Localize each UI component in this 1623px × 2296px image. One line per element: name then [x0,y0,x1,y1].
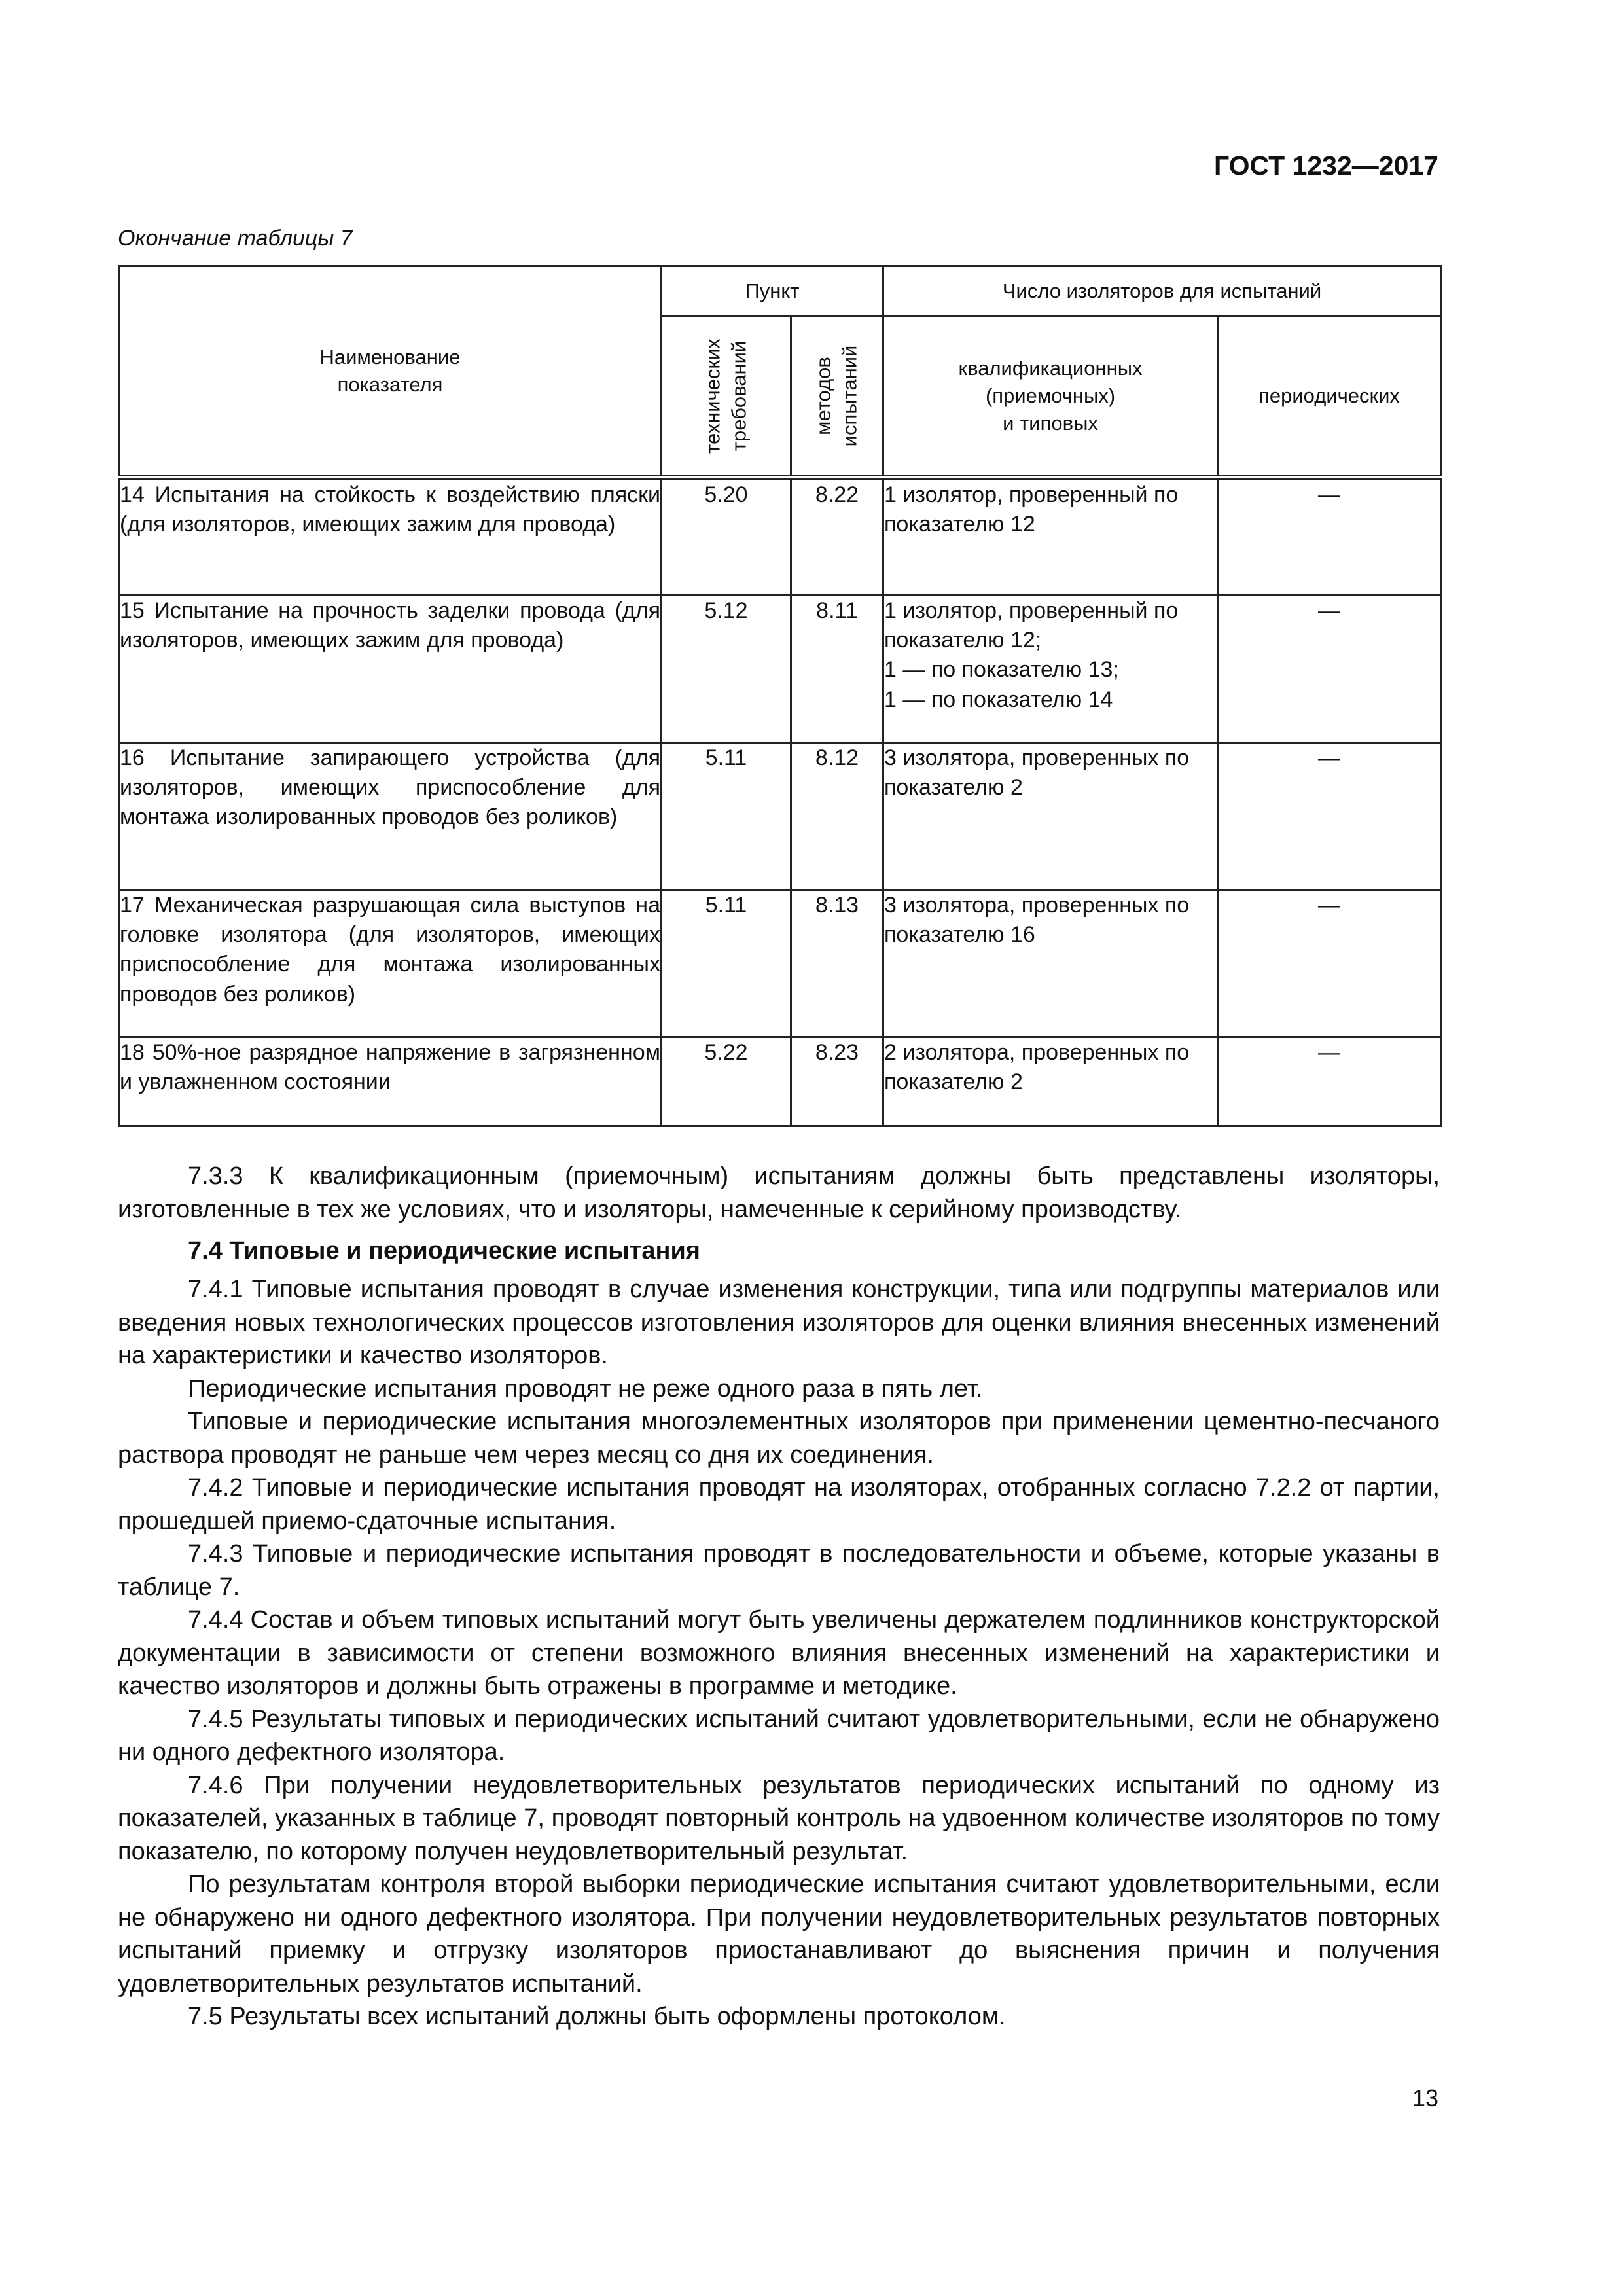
row-method: 8.12 [791,743,883,890]
header-tech-cell [662,317,791,478]
row-tech: 5.11 [662,890,791,1037]
row-name: 17 Механическая разрушающая сила выступов на головке изолятора (для изоляторов, имеющих приспособление для монтажа изолированных проводов без роликов) [119,890,662,1037]
header-qual: квалификационных (приемочных) и типовых [883,317,1218,478]
row-periodic: — [1218,478,1441,596]
table-row [119,743,1441,890]
header-count: Число изоляторов для испытаний [883,266,1441,317]
page-number: 13 [1412,2085,1438,2111]
row-method: 8.23 [791,1037,883,1126]
paragraph-periodic-frequency: Периодические испытания проводят не реже одного раза в пять лет. [188,1374,983,1403]
header-periodic: периодических [1218,317,1441,478]
row-qual: 3 изолятора, проверенных по показателю 2 [883,743,1218,890]
header-name: Наименование показателя [119,266,662,478]
document-number: ГОСТ 1232—2017 [1213,151,1438,181]
row-tech: 5.12 [662,596,791,743]
paragraph-7-4-6: 7.4.6 При получении неудовлетворительных результатов периодических испытаний по одному из показателей, указанных в таблице 7, проводят повторный контроль на удвоенном количестве изоляторов по тому показателю, по которому получен неудовлетворительный результат. [118,1771,1440,1865]
header-methods-cell [791,317,883,478]
row-method: 8.13 [791,890,883,1037]
row-qual: 2 изолятора, проверенных по показателю 2 [883,1037,1218,1126]
row-method: 8.11 [791,596,883,743]
row-qual: 1 изолятор, проверенный по показателю 12; 1 — по показателю 13; 1 — по показателю 14 [883,596,1218,743]
paragraph-7-5: 7.5 Результаты всех испытаний должны быть оформлены протоколом. [188,2003,1006,2030]
header-punkt: Пункт [662,266,883,317]
paragraph-7-4-1: 7.4.1 Типовые испытания проводят в случае изменения конструкции, типа или подгруппы материалов или введения новых технологических процессов изготовления изоляторов для оценки влияния внесенных изменений на характеристики и качество изоляторов. [118,1276,1440,1369]
table-header-row-1 [119,266,1441,317]
row-name: 15 Испытание на прочность заделки провода (для изоляторов, имеющих зажим для провода) [119,596,662,743]
row-qual: 3 изолятора, проверенных по показателю 16 [883,890,1218,1037]
row-name: 14 Испытания на стойкость к воздействию пляски (для изоляторов, имеющих зажим для провода) [119,478,662,596]
table-row [119,596,1441,743]
row-periodic: — [1218,743,1441,890]
paragraph-7-4-2: 7.4.2 Типовые и периодические испытания проводят на изоляторах, отобранных согласно 7.2.2 от партии, прошедшей приемо-сдаточные испытания. [118,1474,1440,1535]
row-periodic: — [1218,596,1441,743]
section-heading-7-4: 7.4 Типовые и периодические испытания [188,1237,700,1265]
row-qual: 1 изолятор, проверенный по показателю 12 [883,478,1218,596]
paragraph-second-sample: По результатам контроля второй выборки периодические испытания считают удовлетворительными, если не обнаружено ни одного дефектного изолятора. При получении неудовлетворительных результатов повторных испытаний приемку и отгрузку изоляторов приостанавливают до выяснения причин и получения удовлетворительных результатов испытаний. [118,1871,1440,1998]
paragraph-7-4-3: 7.4.3 Типовые и периодические испытания проводят в последовательности и объеме, которые указаны в таблице 7. [118,1540,1440,1601]
table-row [119,1037,1441,1126]
table-caption: Окончание таблицы 7 [118,226,353,251]
table-row [119,890,1441,1037]
paragraph-7-4-5: 7.4.5 Результаты типовых и периодических испытаний считают удовлетворительными, если не обнаружено ни одного дефектного изолятора. [118,1705,1440,1766]
row-tech: 5.11 [662,743,791,890]
header-methods: методов испытаний [812,345,861,447]
row-name: 16 Испытание запирающего устройства (для изоляторов, имеющих приспособление для монтажа изолированных проводов без роликов) [119,743,662,890]
row-tech: 5.22 [662,1037,791,1126]
header-tech: технических требований [701,338,751,454]
paragraph-7-3-3: 7.3.3 К квалификационным (приемочным) испытаниям должны быть представлены изоляторы, изготовленные в тех же условиях, что и изоляторы, намеченные к серийному производству. [118,1162,1440,1223]
row-name: 18 50%-ное разрядное напряжение в загрязненном и увлажненном состоянии [119,1037,662,1126]
table-row [119,478,1441,596]
row-periodic: — [1218,1037,1441,1126]
paragraph-7-4-4: 7.4.4 Состав и объем типовых испытаний могут быть увеличены держателем подлинников конструкторской документации в зависимости от степени возможного влияния внесенных изменений на характеристики и качество изоляторов и должны быть отражены в программе и методике. [118,1606,1440,1700]
paragraph-multielement: Типовые и периодические испытания многоэлементных изоляторов при применении цементно-песчаного раствора проводят не раньше чем через месяц со дня их соединения. [118,1408,1440,1469]
requirements-table [118,265,1442,1127]
row-tech: 5.20 [662,478,791,596]
body-text [118,1160,1440,2034]
row-periodic: — [1218,890,1441,1037]
row-method: 8.22 [791,478,883,596]
